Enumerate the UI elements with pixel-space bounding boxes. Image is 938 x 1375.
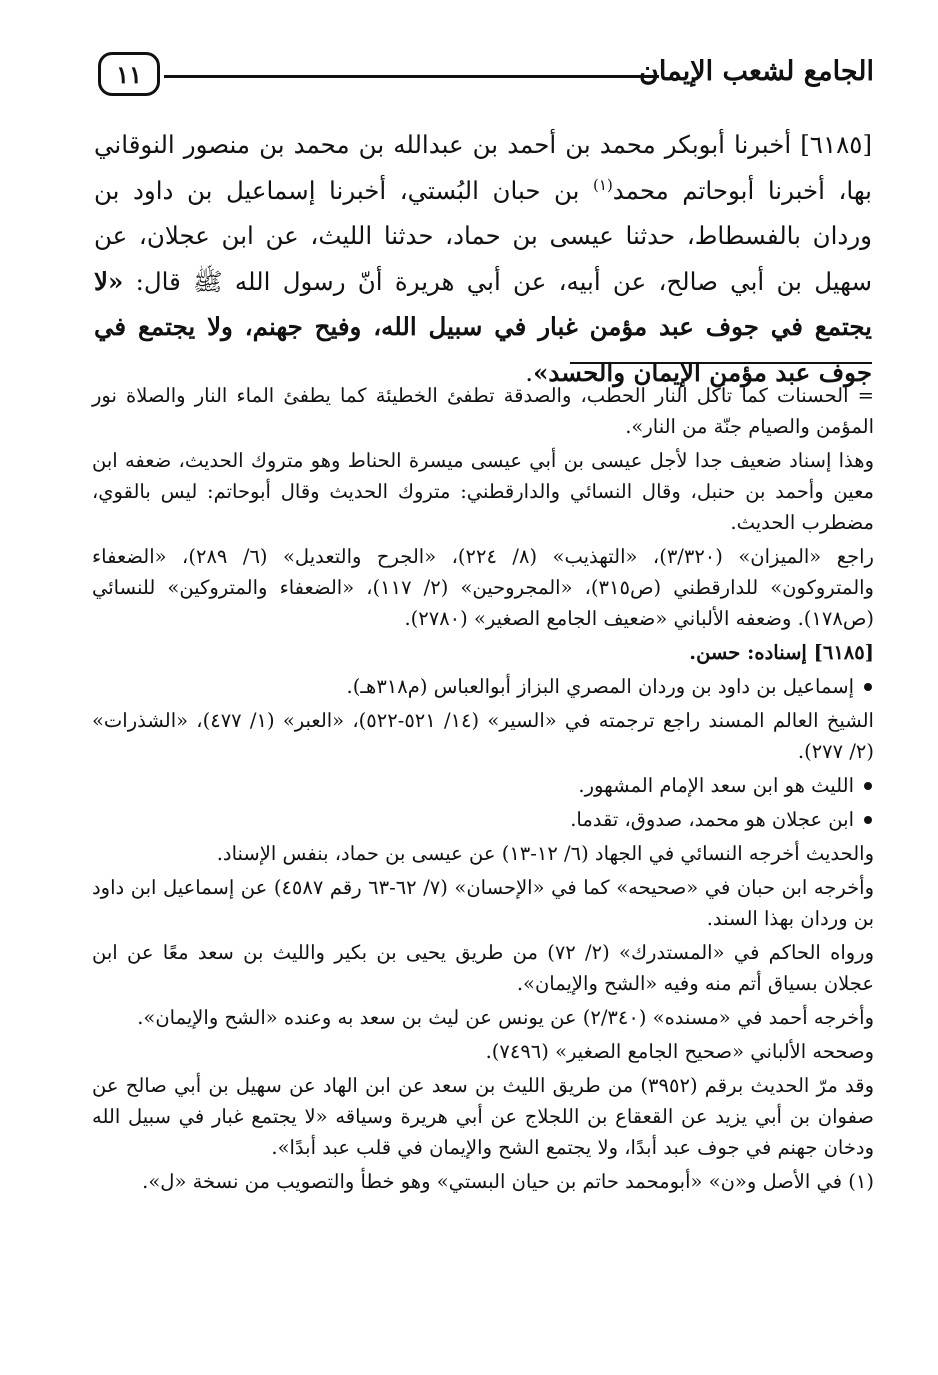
page-number: ١١ — [98, 52, 160, 96]
narrator-bullet: ابن عجلان هو محمد، صدوق، تقدما. — [92, 804, 874, 835]
note-isnad-weakness: وهذا إسناد ضعيف جدا لأجل عيسى بن أبي عيسى ميسرة الحناط وهو متروك الحديث، ضعفه ابن معين وأحمد بن حنبل، وقال النسائي والدارقطني: متروك الحديث وقال أبوحاتم: ليس بالقوي، مضطرب الحديث. — [92, 449, 874, 534]
hadith-text — [94, 122, 872, 395]
narrator-bullet: إسماعيل بن داود بن وردان المصري البزاز أبوالعباس (م٣١٨هـ). — [92, 671, 874, 702]
header-rule — [164, 75, 659, 78]
takhrij-paragraph: وقد مرّ الحديث برقم (٣٩٥٢) من طريق الليث بن سعد عن ابن الهاد عن سهيل بن أبي صالح عن صفوان بن أبي يزيد عن القعقاع بن اللجلاج عن أبي هريرة وسياقه «لا يجتمع غبار في سبيل الله ودخان جهنم في جوف عبد أبدًا، ولا يجتمع الشح والإيمان في قلب عبد أبدًا». — [92, 1074, 874, 1159]
page-header — [92, 48, 874, 106]
takhrij-paragraph: وأخرجه أحمد في «مسنده» (٢/٣٤٠) عن يونس عن ليث بن سعد به وعنده «الشح والإيمان». — [137, 1006, 874, 1029]
narrator-detail: الشيخ العالم المسند راجع ترجمته في «السير» (١٤/ ٥٢١-٥٢٢)، «العبر» (١/ ٤٧٧)، «الشذرات» (٢/ ٢٧٧). — [92, 709, 874, 763]
note-references: راجع «الميزان» (٣/٣٢٠)، «التهذيب» (٨/ ٢٢٤)، «الجرح والتعديل» (٦/ ٢٨٩)، «الضعفاء والمتروكون» للدارقطني (ص٣١٥)، «المجروحين» (٢/ ١١٧)، «الضعفاء والمتروكين» للنسائي (ص١٧٨). وضعفه الألباني «ضعيف الجامع الصغير» (٢٧٨٠). — [92, 545, 874, 630]
hadith-number: [٦١٨٥] — [800, 130, 872, 159]
note-continuation: = الحسنات كما تأكل النار الحطب، والصدقة تطفئ الخطيئة كما يطفئ الماء النار والصلاة نور المؤمن والصيام جنّة من النار». — [92, 384, 874, 438]
footnote: (١) في الأصل و«ن» «أبومحمد حاتم بن حيان البستي» وهو خطأ والتصويب من نسخة «ل». — [142, 1170, 874, 1193]
hadith-matn: «لا يجتمع في جوف عبد مؤمن غبار في سبيل الله، وفيح جهنم، ولا يجتمع في جوف عبد مؤمن الإيمان والحسد» — [94, 266, 872, 387]
takhrij-paragraph: وأخرجه ابن حبان في «صحيحه» كما في «الإحسان» (٧/ ٦٢-٦٣ رقم ٤٥٨٧) عن إسماعيل ابن داود بن وردان بهذا السند. — [92, 876, 874, 930]
hadith-chain-continued: بن حبان البُستي، أخبرنا إسماعيل بن داود بن وردان بالفسطاط، حدثنا عيسى بن حماد، حدثنا الليث، عن ابن عجلان، عن سهيل بن أبي صالح، عن أبيه، عن أبي هريرة أنّ رسول الله ﷺ قال: — [94, 175, 872, 296]
footnote-marker: (١) — [593, 175, 613, 194]
footnote-separator — [570, 362, 872, 364]
isnad-grade: [٦١٨٥] إسناده: حسن. — [689, 641, 874, 664]
hadith-chain: أخبرنا أبوبكر محمد بن أحمد بن عبدالله بن محمد بن منصور النوقاني بها، أخبرنا أبوحاتم محمد — [94, 130, 872, 205]
hadith-end: . — [525, 357, 534, 387]
takhrij-paragraph: وصححه الألباني «صحيح الجامع الصغير» (٧٤٩٦). — [485, 1040, 874, 1063]
commentary — [92, 380, 874, 1200]
takhrij-paragraph: ورواه الحاكم في «المستدرك» (٢/ ٧٢) من طريق يحيى بن بكير والليث بن سعد معًا عن ابن عجلان بسياق أتم منه وفيه «الشح والإيمان». — [92, 941, 875, 995]
takhrij-paragraph: والحديث أخرجه النسائي في الجهاد (٦/ ١٢-١٣) عن عيسى بن حماد، بنفس الإسناد. — [216, 842, 874, 865]
running-title: الجامع لشعب الإيمان — [639, 56, 874, 87]
narrator-bullet: الليث هو ابن سعد الإمام المشهور. — [92, 770, 874, 801]
